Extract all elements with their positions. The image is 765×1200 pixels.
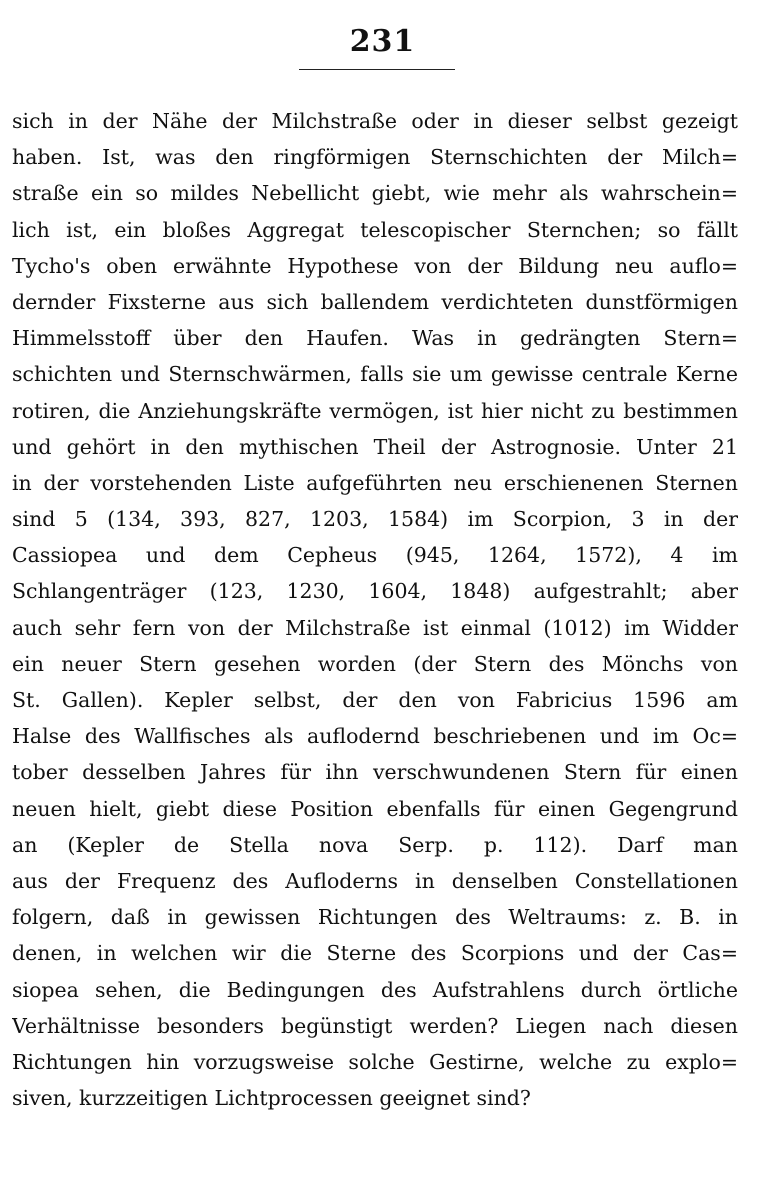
text-line: denen, in welchen wir die Sterne des Scorpions und der Cas= bbox=[12, 941, 738, 966]
text-line: an (Kepler de Stella nova Serp. p. 112). Darf man bbox=[12, 832, 738, 857]
text-line: Himmelsstoff über den Haufen. Was in gedrängten Stern= bbox=[12, 326, 738, 351]
text-line: St. Gallen). Kepler selbst, der den von Fabricius 1596 am bbox=[12, 688, 738, 712]
text-line: siopea sehen, die Bedingungen des Aufstrahlens durch örtliche bbox=[12, 977, 738, 1002]
page-number: 231 bbox=[349, 24, 416, 59]
text-line: in der vorstehenden Liste aufgeführten neu erschienenen Sternen bbox=[12, 470, 738, 495]
text-line: aus der Frequenz des Aufloderns in denselben Constellationen bbox=[12, 868, 738, 893]
text-line: schichten und Sternschwärmen, falls sie um gewisse centrale Kerne bbox=[12, 362, 738, 387]
text-line: sich in der Nähe der Milchstraße oder in dieser selbst gezeigt bbox=[12, 109, 738, 133]
text-line: Richtungen hin vorzugsweise solche Gestirne, welche zu explo= bbox=[12, 1049, 738, 1074]
text-line: und gehört in den mythischen Theil der Astrognosie. Unter 21 bbox=[12, 434, 738, 459]
text-line: tober desselben Jahres für ihn verschwundenen Stern für einen bbox=[12, 760, 738, 785]
text-line: ein neuer Stern gesehen worden (der Stern des Mönchs von bbox=[12, 651, 738, 676]
text-line: Cassiopea und dem Cepheus (945, 1264, 1572), 4 im bbox=[12, 543, 738, 568]
header-rule bbox=[299, 69, 455, 70]
text-line: dernder Fixsterne aus sich ballendem verdichteten dunstförmigen bbox=[12, 289, 738, 314]
text-line: straße ein so mildes Nebellicht giebt, wie mehr als wahrschein= bbox=[12, 181, 738, 206]
text-line: Schlangenträger (123, 1230, 1604, 1848) aufgestrahlt; aber bbox=[12, 579, 738, 604]
text-line: neuen hielt, giebt diese Position ebenfalls für einen Gegengrund bbox=[12, 796, 738, 821]
text-line: Halse des Wallfisches als auflodernd beschriebenen und im Oc= bbox=[12, 724, 738, 749]
text-line: auch sehr fern von der Milchstraße ist einmal (1012) im Widder bbox=[12, 615, 738, 640]
text-line: rotiren, die Anziehungskräfte vermögen, ist hier nicht zu bestimmen bbox=[12, 398, 738, 423]
text-line: Tycho's oben erwähnte Hypothese von der Bildung neu auflo= bbox=[12, 253, 738, 278]
text-line: sind 5 (134, 393, 827, 1203, 1584) im Scorpion, 3 in der bbox=[12, 507, 738, 532]
text-line: lich ist, ein bloßes Aggregat telescopischer Sternchen; so fällt bbox=[12, 217, 738, 242]
text-line: Verhältnisse besonders begünstigt werden? Liegen nach diesen bbox=[12, 1013, 738, 1038]
text-line: folgern, daß in gewissen Richtungen des Weltraums: z. B. in bbox=[12, 905, 738, 930]
text-line: haben. Ist, was den ringförmigen Sternschichten der Milch= bbox=[12, 145, 738, 170]
text-line: siven, kurzzeitigen Lichtprocessen geeignet sind? bbox=[12, 1086, 531, 1111]
body-text bbox=[12, 103, 738, 1116]
